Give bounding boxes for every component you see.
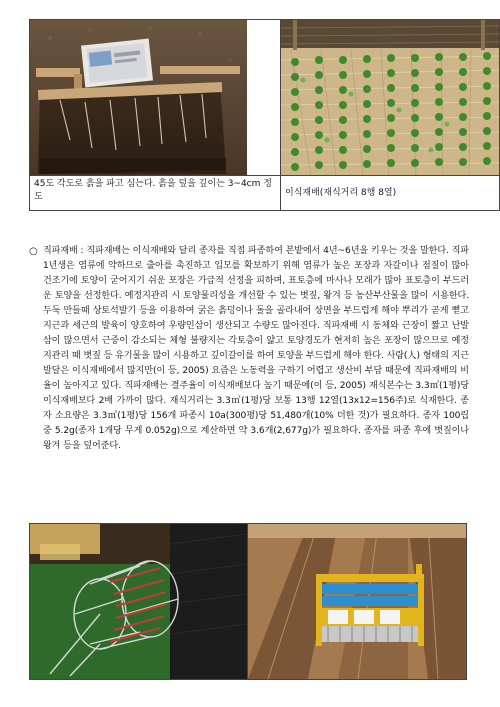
top-photo-table [29,19,500,211]
direct-seeding-paragraph [29,244,469,454]
photo-seeder-machine [248,524,466,679]
caption-planting: 45도 각도로 흙을 파고 심는다. 흙을 덮을 깊이는 3~4cm 정도 [30,176,281,211]
photo-transplant-field [281,20,499,175]
transplant-field-illustration [281,20,499,175]
photo-cell-planting [30,20,281,176]
paragraph-text: 직파재배 : 직파재배는 이식재배와 달리 종자를 직접 파종하여 본밭에서 4년~6년을 키우는 것을 말한다. 직파 1년생은 염류에 약하므로 출아를 촉진하고 입모를 확보하기 위해 염류가 높은 포장과 자갈이나 점질이 많아 건조기에 토양이 굳어지기 쉬운 포장은 가급적 선정을 피하며, 표토층에 마사나 모래가 많아 표토층이 부드러운 토양을 선정한다. 예정지관리 시 토양물리성을 개선할 수 있는 볏짚, 왕겨 등 농산부산물을 많이 시용한다. 두둑 만들때 상토석발기 등을 이용하여 굵은 흙덩이나 돌을 골라내어 상면을 부드럽게 해야 뿌리가 곧게 뻗고 지근과 세근의 발육이 양호하여 우량인삼이 생산되고 수량도 많아진다. 직파재배 시 동체와 근장이 짧고 난발삼이 많으면서 근중이 감소되는 체형 불량지는 각토층이 얇고 토양경도가 현저히 높은 포장이 많으므로 예정지관리 때 볏짚 등 유기물을 많이 시용하고 깊이갈이를 하여 토양을 부드럽게 해야 한다. 사람(人) 형태의 지근 발달은 이식재배에서 많지만(이 등, 2005) 요즘은 노동력을 구하기 어렵고 생산비 부담 때문에 직파재배의 비율이 높아지고 있다. 직파재배는 결주율이 이식재배보다 높기 때문에(이 등, 2005) 재식본수는 3.3㎡(1평)당 이식재배보다 2배 가까이 많다. 재식거리는 3.3㎡(1평)당 보통 13행 12열(13x12=156주)로 식재한다. 종자 소요량은 3.3㎡(1평)당 156개 파종시 10a(300평)당 51,480개(10% 더한 것)가 필요하다. 종자 100립중 5.2g(종자 1개당 무게 0.052g)으로 계산하면 약 3.6개(2,677g)가 필요하다. 종자를 파종 후에 볏짚이나 왕겨 등을 덮어준다. [43,246,469,451]
bottom-photo-table [29,523,467,680]
photo-cell-seeder-drum [30,524,248,680]
bullet-circle-icon: ○ [29,246,38,257]
photo-planting-trench [30,20,247,175]
photo-cell-seeder-machine [248,524,467,680]
photo-seeder-drum [30,524,247,679]
seeder-machine-illustration [248,524,466,679]
caption-transplant: 이식재배(재식거리 8행 8열) [281,176,500,211]
photo-cell-transplant [281,20,500,176]
planting-trench-illustration [30,20,247,175]
seeder-drum-illustration [30,524,247,679]
